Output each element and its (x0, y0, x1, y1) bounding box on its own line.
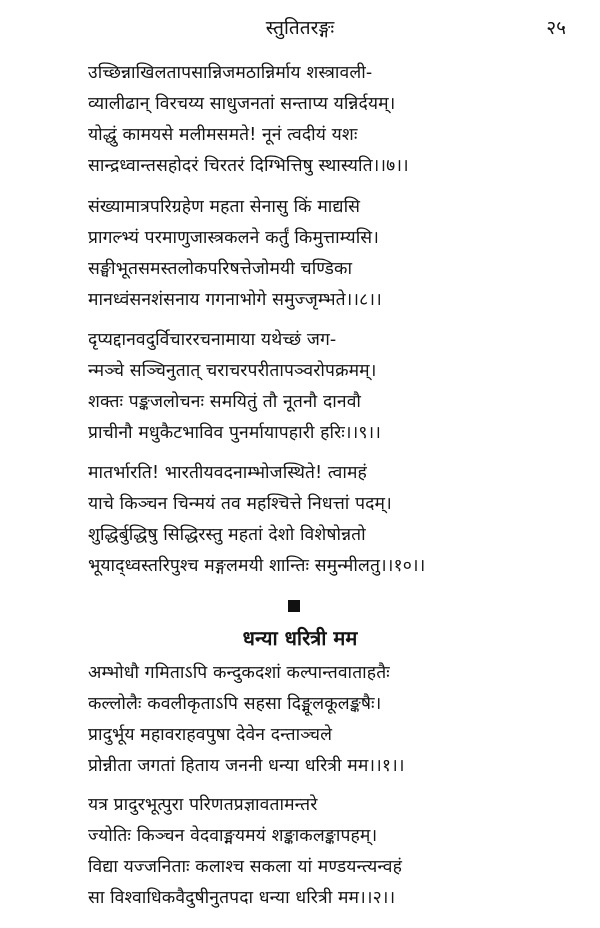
verse-8 (88, 192, 382, 316)
running-title: स्तुतितरङ्गः (265, 17, 335, 39)
section-title: धन्या धरित्री मम (242, 626, 358, 650)
verse-line: अम्भोधौ गमिताऽपि कन्दुकदशां कल्पान्तवाताहतैः (88, 663, 390, 683)
page-number: २५ (546, 17, 566, 39)
verse-line: भूयाद्ध्वस्तरिपुश्च मङ्गलमयी शान्तिः समुन्मीलतु।।१०।। (88, 556, 426, 576)
section-verse-2 (88, 790, 402, 914)
verse-line: शुद्धिर्बुद्धिषु सिद्धिरस्तु महतां देशो विशेषोन्नतो (88, 525, 366, 545)
verse-line: मानध्वंसनशंसनाय गगनाभोगे समुज्जृम्भते।।८।। (88, 290, 382, 310)
verse-9 (88, 325, 381, 449)
verse-line: ज्योतिः किञ्चन वेदवाङ्मयमयं शङ्काकलङ्कापहम्। (88, 826, 378, 846)
verse-line: प्रोन्नीता जगतां हिताय जननी धन्या धरित्री मम।।१।। (88, 756, 405, 776)
verse-line: मातर्भारति! भारतीयवदनाम्भोजस्थिते! त्वामहं (88, 463, 367, 483)
verse-line: व्यालीढान् विरचय्य साधुजनतां सन्ताप्य यन्निर्दयम्। (88, 94, 396, 114)
verse-line: विद्या यज्जनिताः कलाश्च सकला यां मण्डयन्त्यन्वहं (88, 857, 402, 877)
verse-line: प्रागल्भ्यं परमाणुजास्त्रकलने कर्तुं किमुत्ताम्यसि। (88, 228, 379, 248)
verse-line: उच्छिन्नाखिलतापसान्निजमठान्निर्माय शस्त्रावली- (88, 63, 373, 83)
verse-line: यत्र प्रादुरभूत्पुरा परिणतप्रज्ञावतामन्तरे (88, 795, 318, 815)
verse-line: संख्यामात्रपरिग्रहेण महता सेनासु किं माद्यसि (88, 197, 361, 217)
verse-line: कल्लोलैः कवलीकृताऽपि सहसा दिङ्मूलकूलङ्कषैः। (88, 694, 382, 714)
verse-line: सङ्घीभूतसमस्तलोकपरिषत्तेजोमयी चण्डिका (88, 259, 353, 279)
verse-line: सा विश्वाधिकवैदुषीनुतपदा धन्या धरित्री मम।।२।। (88, 888, 396, 908)
verse-line: प्राचीनौ मधुकैटभाविव पुनर्मायापहारी हरिः।।९।। (88, 423, 382, 443)
verse-line: योद्धुं कामयसे मलीमसमते! नूनं त्वदीयं यशः (88, 125, 358, 145)
verse-line: न्मञ्चे सञ्चिनुतात् चराचरपरीतापञ्वरोपक्रमम्। (88, 361, 377, 381)
verse-line: याचे किञ्चन चिन्मयं तव महश्चित्ते निधत्तां पदम्। (88, 494, 392, 514)
verse-line: दृप्यद्दानवदुर्विचाररचनामाया यथेच्छं जग- (88, 330, 337, 350)
verse-line: सान्द्रध्वान्तसहोदरं चिरतरं दिग्भित्तिषु स्थास्यति।।७।। (88, 156, 409, 176)
section-verse-1 (88, 658, 405, 782)
verse-7 (88, 58, 409, 182)
verse-10 (88, 458, 425, 582)
section-separator-square (288, 600, 300, 612)
verse-line: शक्तः पङ्कजलोचनः समयितुं तौ नूतनौ दानवौ (88, 392, 362, 412)
verse-line: प्रादुर्भूय महावराहवपुषा देवेन दन्ताञ्चले (88, 725, 333, 745)
